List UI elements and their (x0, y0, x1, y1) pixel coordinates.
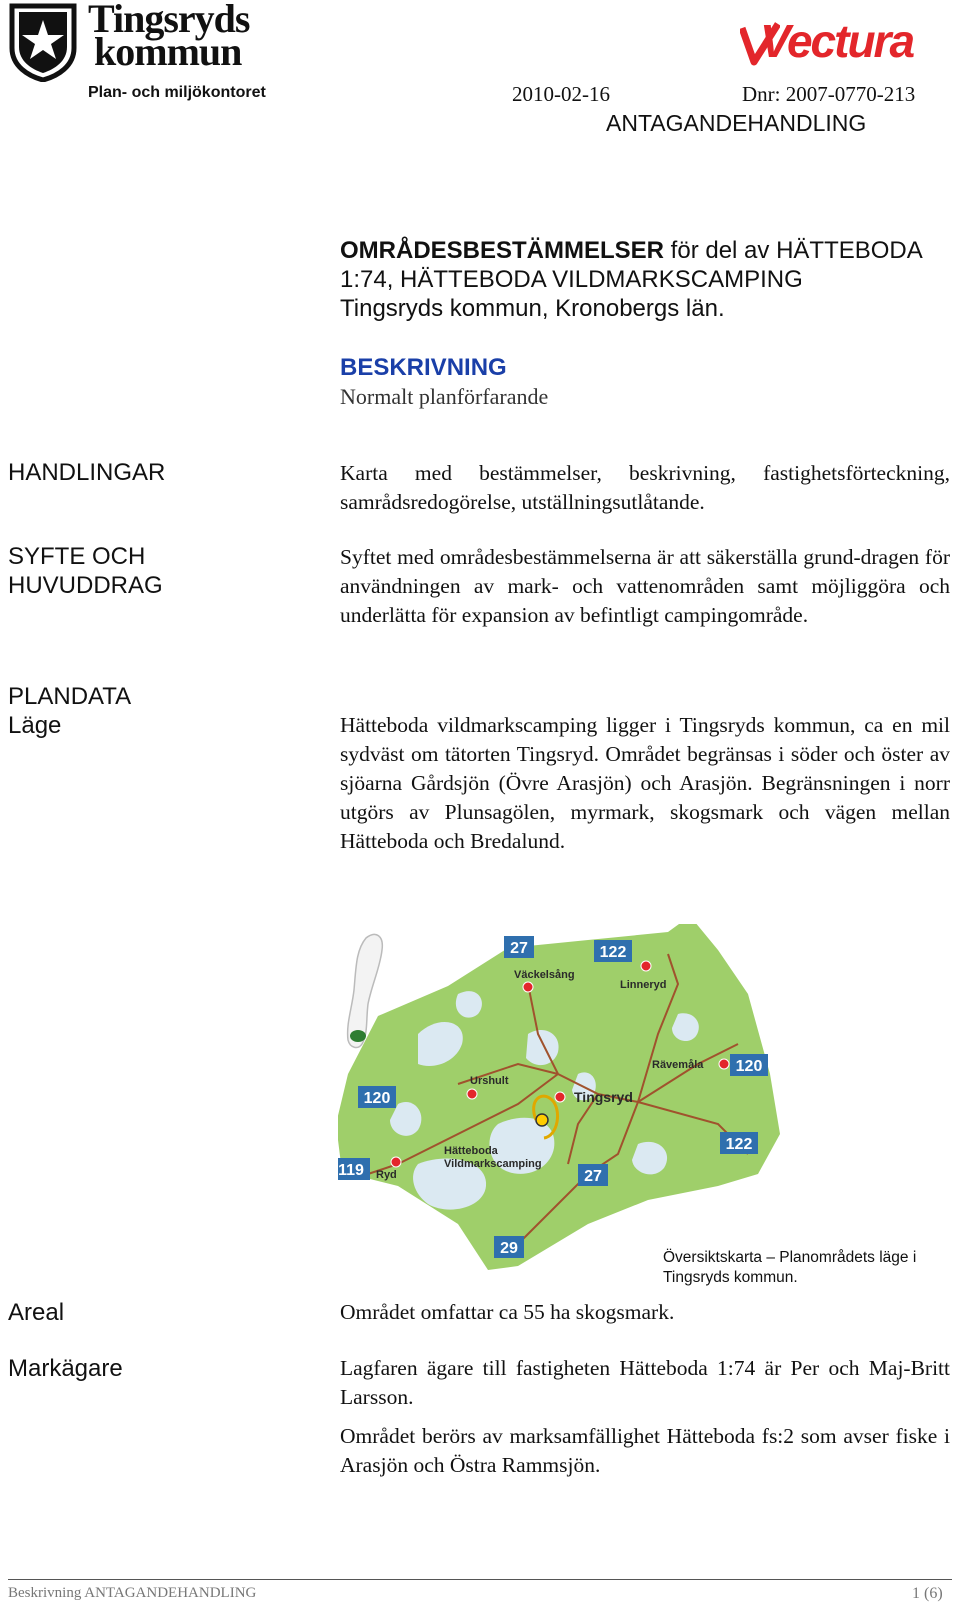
overview-map (338, 924, 950, 1300)
camping-marker (536, 1114, 548, 1126)
procedure-type: Normalt planförfarande (340, 384, 549, 409)
road-shield-27-north: 27 (510, 940, 528, 957)
kronoberg-inset-marker (350, 1030, 366, 1042)
place-urshult: Urshult (470, 1075, 509, 1087)
title-line1-rest: för del av HÄTTEBODA (664, 237, 923, 264)
document-title (340, 236, 923, 323)
place-ravemala: Rävemåla (652, 1059, 704, 1071)
title-line2: 1:74, HÄTTEBODA VILDMARKSCAMPING (340, 266, 803, 293)
section-text-handlingar: Karta med bestämmelser, beskrivning, fastighetsförteckning, samrådsredogörelse, utställningsutlåtande. (340, 461, 950, 514)
road-shield-29: 29 (500, 1240, 518, 1257)
section-label-markagare: Markägare (8, 1355, 123, 1382)
document-stage: ANTAGANDEHANDLING (606, 110, 867, 136)
road-shield-27-south: 27 (584, 1168, 602, 1185)
road-shield-122-east: 122 (725, 1136, 753, 1153)
title-bold: OMRÅDESBESTÄMMELSER (340, 237, 665, 264)
road-shield-120-west: 120 (363, 1090, 391, 1107)
section-text-markagare-2: Området berörs av marksamfällighet Hätteboda fs:2 som avser fiske i Arasjön och Östra Rammsjön. (340, 1424, 950, 1477)
road-shield-119: 119 (338, 1162, 364, 1179)
road-shield-122-north: 122 (599, 944, 627, 961)
page-number: 1 (6) (912, 1585, 943, 1602)
footer-document-name: Beskrivning ANTAGANDEHANDLING (8, 1585, 257, 1601)
municipal-crest-icon (8, 2, 78, 82)
section-text-markagare-1: Lagfaren ägare till fastigheten Hätteboda 1:74 är Per och Maj-Britt Larsson. (340, 1356, 950, 1409)
municipality-logo (8, 2, 278, 102)
section-label-plandata: PLANDATA Läge (8, 683, 132, 739)
description-heading: BESKRIVNING (340, 354, 507, 381)
vectura-wordmark: Vectura (760, 15, 914, 67)
vectura-logo (740, 14, 950, 70)
footer-divider (8, 1579, 952, 1580)
section-label-handlingar: HANDLINGAR (8, 459, 166, 486)
document-number: Dnr: 2007-0770-213 (742, 82, 916, 106)
section-label-syfte: SYFTE OCH HUVUDDRAG (8, 543, 163, 599)
place-hatteboda: Hätteboda (444, 1145, 498, 1157)
map-caption: Översiktskarta – Planområdets läge i Tingsryds kommun. (663, 1249, 917, 1286)
place-linneryd: Linneryd (620, 979, 667, 991)
place-vackelsang: Väckelsång (514, 969, 575, 981)
place-vildmarkscamping: Vildmarkscamping (444, 1158, 542, 1170)
municipality-name: Tingsryds kommun (88, 0, 250, 74)
section-text-lage: Hätteboda vildmarkscamping ligger i Tingsryds kommun, ca en mil sydväst om tätorten Tingsryd. Området begränsas i söder och öster av sjöarna Gårdsjön (Övre Arasjön) och Arasjön. Begränsningen i norr utgörs av Plunsagölen, myrmark, skogsmark och vägen mellan Hätteboda och Bredalund. (340, 713, 950, 853)
place-tingsryd: Tingsryd (574, 1089, 633, 1105)
department-name: Plan- och miljökontoret (88, 84, 266, 101)
section-text-syfte: Syftet med områdesbestämmelserna är att säkerställa grund-dragen för användningen av mark- och vattenområden samt möjliggöra och underlätta för expansion av befintligt campingområde. (340, 545, 950, 627)
title-line3: Tingsryds kommun, Kronobergs län. (340, 295, 725, 322)
place-ryd: Ryd (376, 1169, 397, 1181)
document-date: 2010-02-16 (512, 82, 610, 106)
road-shield-120-east: 120 (735, 1058, 763, 1075)
section-label-areal: Areal (8, 1299, 65, 1326)
section-text-areal: Området omfattar ca 55 ha skogsmark. (340, 1300, 675, 1324)
